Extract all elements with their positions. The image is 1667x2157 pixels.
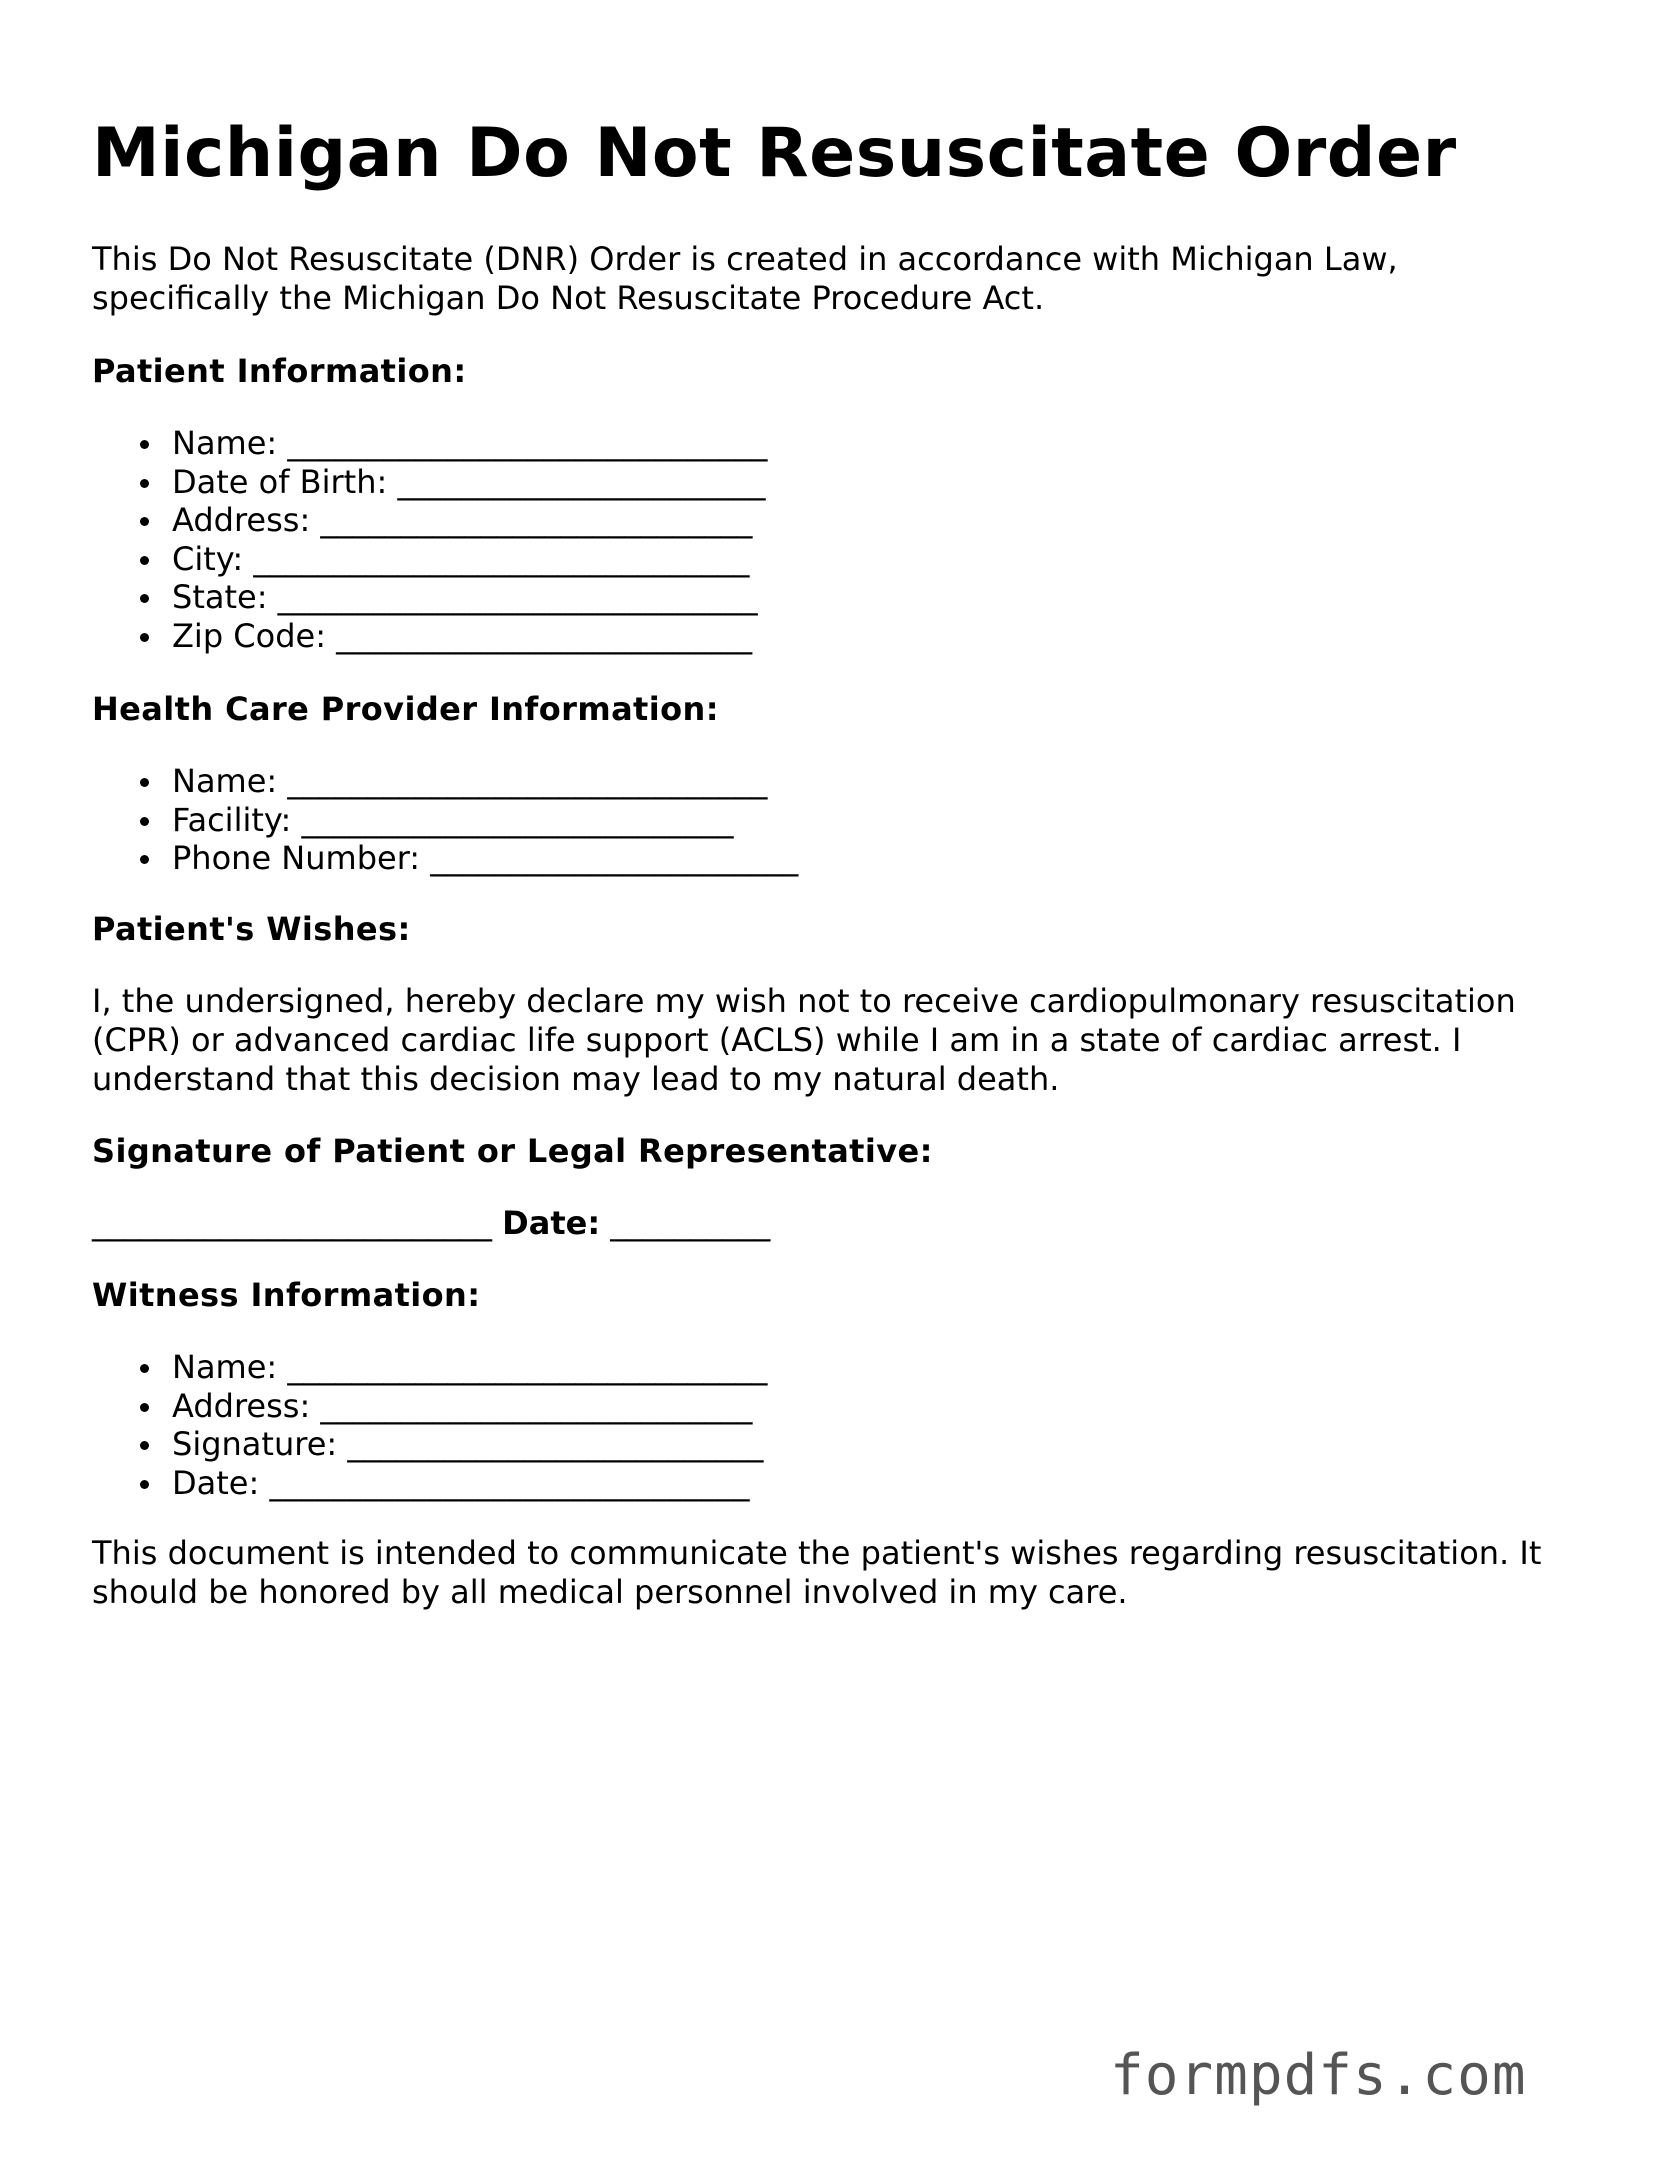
provider-info-fields [92, 762, 798, 878]
witness-address-field[interactable]: Address: ___________________________ [92, 1387, 767, 1426]
provider-name-field[interactable]: Name: ______________________________ [92, 762, 798, 801]
intro-line: This Do Not Resuscitate (DNR) Order is created in accordance with Michigan Law, [92, 240, 1398, 278]
wishes-heading: Patient's Wishes: [92, 910, 411, 948]
closing-paragraph [92, 1534, 1541, 1612]
document-title: Michigan Do Not Resuscitate Order [92, 114, 1457, 193]
signature-row [92, 1204, 770, 1243]
intro-line: specifically the Michigan Do Not Resuscitate Procedure Act. [92, 279, 1045, 317]
closing-line: This document is intended to communicate the patient's wishes regarding resuscitation. It [92, 1534, 1542, 1572]
patient-address-field[interactable]: Address: ___________________________ [92, 501, 767, 540]
signature-date-label: Date: [502, 1204, 601, 1242]
intro-paragraph [92, 240, 1398, 318]
provider-info-heading: Health Care Provider Information: [92, 690, 719, 728]
provider-phone-field[interactable]: Phone Number: _______________________ [92, 839, 798, 878]
patient-info-heading: Patient Information: [92, 352, 467, 390]
patient-dob-field[interactable]: Date of Birth: _______________________ [92, 463, 767, 502]
patient-name-field[interactable]: Name: ______________________________ [92, 424, 767, 463]
wishes-line: understand that this decision may lead to my natural death. [92, 1060, 1060, 1098]
witness-info-fields [92, 1348, 767, 1502]
wishes-line: (CPR) or advanced cardiac life support (ACLS) while I am in a state of cardiac arrest. I [92, 1021, 1462, 1059]
patient-city-field[interactable]: City: _______________________________ [92, 540, 767, 579]
provider-facility-field[interactable]: Facility: ___________________________ [92, 801, 798, 840]
patient-info-fields [92, 424, 767, 656]
signature-date-line[interactable]: __________ [610, 1204, 771, 1242]
witness-signature-field[interactable]: Signature: __________________________ [92, 1425, 767, 1464]
signature-line[interactable]: _________________________ [92, 1204, 492, 1242]
witness-date-field[interactable]: Date: ______________________________ [92, 1464, 767, 1503]
wishes-paragraph [92, 982, 1516, 1099]
witness-name-field[interactable]: Name: ______________________________ [92, 1348, 767, 1387]
watermark-text: formpdfs.com [1110, 2043, 1527, 2108]
closing-line: should be honored by all medical personnel involved in my care. [92, 1573, 1128, 1611]
wishes-line: I, the undersigned, hereby declare my wish not to receive cardiopulmonary resuscitation [92, 982, 1516, 1020]
witness-info-heading: Witness Information: [92, 1276, 481, 1314]
signature-heading: Signature of Patient or Legal Representative: [92, 1132, 933, 1170]
patient-zip-field[interactable]: Zip Code: __________________________ [92, 617, 767, 656]
patient-state-field[interactable]: State: ______________________________ [92, 578, 767, 617]
